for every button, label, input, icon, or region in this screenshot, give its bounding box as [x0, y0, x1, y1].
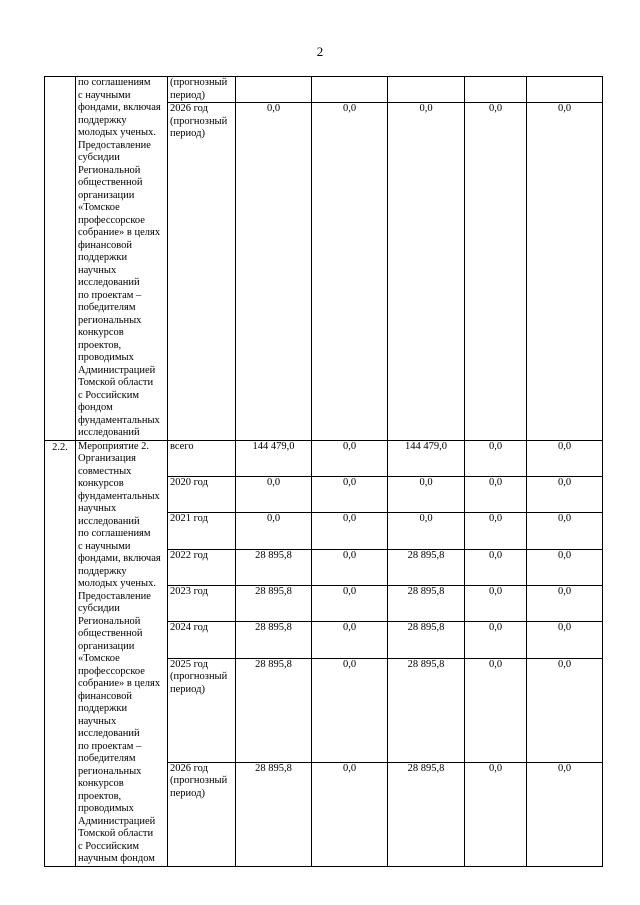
total-cell: [236, 77, 312, 103]
extra-budget-cell: 0,0: [527, 103, 603, 441]
period-cell: всего: [168, 440, 236, 476]
total-cell: 0,0: [236, 103, 312, 441]
total-cell: 0,0: [236, 476, 312, 512]
federal-cell: 0,0: [312, 476, 388, 512]
regional-cell: 144 479,0: [388, 440, 465, 476]
row-number-cell: 2.2.: [45, 440, 76, 866]
extra-budget-cell: 0,0: [527, 513, 603, 549]
period-cell: 2022 год: [168, 549, 236, 585]
extra-budget-cell: 0,0: [527, 476, 603, 512]
budget-table: [44, 76, 603, 867]
table-row: [45, 440, 603, 476]
local-cell: [465, 77, 527, 103]
regional-cell: 28 895,8: [388, 658, 465, 762]
period-cell: 2021 год: [168, 513, 236, 549]
extra-budget-cell: 0,0: [527, 440, 603, 476]
extra-budget-cell: 0,0: [527, 658, 603, 762]
extra-budget-cell: 0,0: [527, 622, 603, 658]
regional-cell: 28 895,8: [388, 549, 465, 585]
federal-cell: 0,0: [312, 586, 388, 622]
extra-budget-cell: [527, 77, 603, 103]
period-cell: 2025 год (прогнозный период): [168, 658, 236, 762]
extra-budget-cell: 0,0: [527, 762, 603, 866]
period-cell: 2026 год (прогнозный период): [168, 103, 236, 441]
local-cell: 0,0: [465, 586, 527, 622]
period-cell: 2023 год: [168, 586, 236, 622]
period-cell: 2026 год (прогнозный период): [168, 762, 236, 866]
regional-cell: 0,0: [388, 513, 465, 549]
local-cell: 0,0: [465, 440, 527, 476]
local-cell: 0,0: [465, 103, 527, 441]
local-cell: 0,0: [465, 476, 527, 512]
total-cell: 0,0: [236, 513, 312, 549]
measure-description: Мероприятие 2. Организация совместных конкурсов фундаментальных научных исследований по соглашениям с научными фондами, включая поддержку молодых ученых. Предоставление субсидии Региональной общественной организации «Томское профессорское собрание» в целях финансовой поддержки научных исследований по проектам – победителям региональных конкурсов проектов, проводимых Администрацией Томской области с Российским научным фондом: [76, 440, 168, 866]
table-row: [45, 77, 603, 103]
regional-cell: 0,0: [388, 103, 465, 441]
federal-cell: 0,0: [312, 658, 388, 762]
local-cell: 0,0: [465, 513, 527, 549]
federal-cell: 0,0: [312, 762, 388, 866]
total-cell: 28 895,8: [236, 762, 312, 866]
page-number: 2: [316, 44, 324, 59]
total-cell: 144 479,0: [236, 440, 312, 476]
regional-cell: 0,0: [388, 476, 465, 512]
regional-cell: 28 895,8: [388, 622, 465, 658]
total-cell: 28 895,8: [236, 586, 312, 622]
local-cell: 0,0: [465, 658, 527, 762]
federal-cell: 0,0: [312, 103, 388, 441]
total-cell: 28 895,8: [236, 622, 312, 658]
federal-cell: 0,0: [312, 513, 388, 549]
row-number-cell: [45, 77, 76, 441]
measure-description: по соглашениям с научными фондами, включая поддержку молодых ученых. Предоставление субсидии Региональной общественной организации «Томское профессорское собрание» в целях финансовой поддержки научных исследований по проектам – победителям региональных конкурсов проектов, проводимых Администрацией Томской области с Российским фондом фундаментальных исследований: [76, 77, 168, 441]
regional-cell: [388, 77, 465, 103]
period-cell: 2024 год: [168, 622, 236, 658]
local-cell: 0,0: [465, 622, 527, 658]
local-cell: 0,0: [465, 549, 527, 585]
federal-cell: 0,0: [312, 549, 388, 585]
total-cell: 28 895,8: [236, 549, 312, 585]
total-cell: 28 895,8: [236, 658, 312, 762]
period-cell: 2020 год: [168, 476, 236, 512]
regional-cell: 28 895,8: [388, 586, 465, 622]
extra-budget-cell: 0,0: [527, 586, 603, 622]
extra-budget-cell: 0,0: [527, 549, 603, 585]
federal-cell: 0,0: [312, 440, 388, 476]
local-cell: 0,0: [465, 762, 527, 866]
period-cell: (прогнозный период): [168, 77, 236, 103]
federal-cell: [312, 77, 388, 103]
federal-cell: 0,0: [312, 622, 388, 658]
regional-cell: 28 895,8: [388, 762, 465, 866]
